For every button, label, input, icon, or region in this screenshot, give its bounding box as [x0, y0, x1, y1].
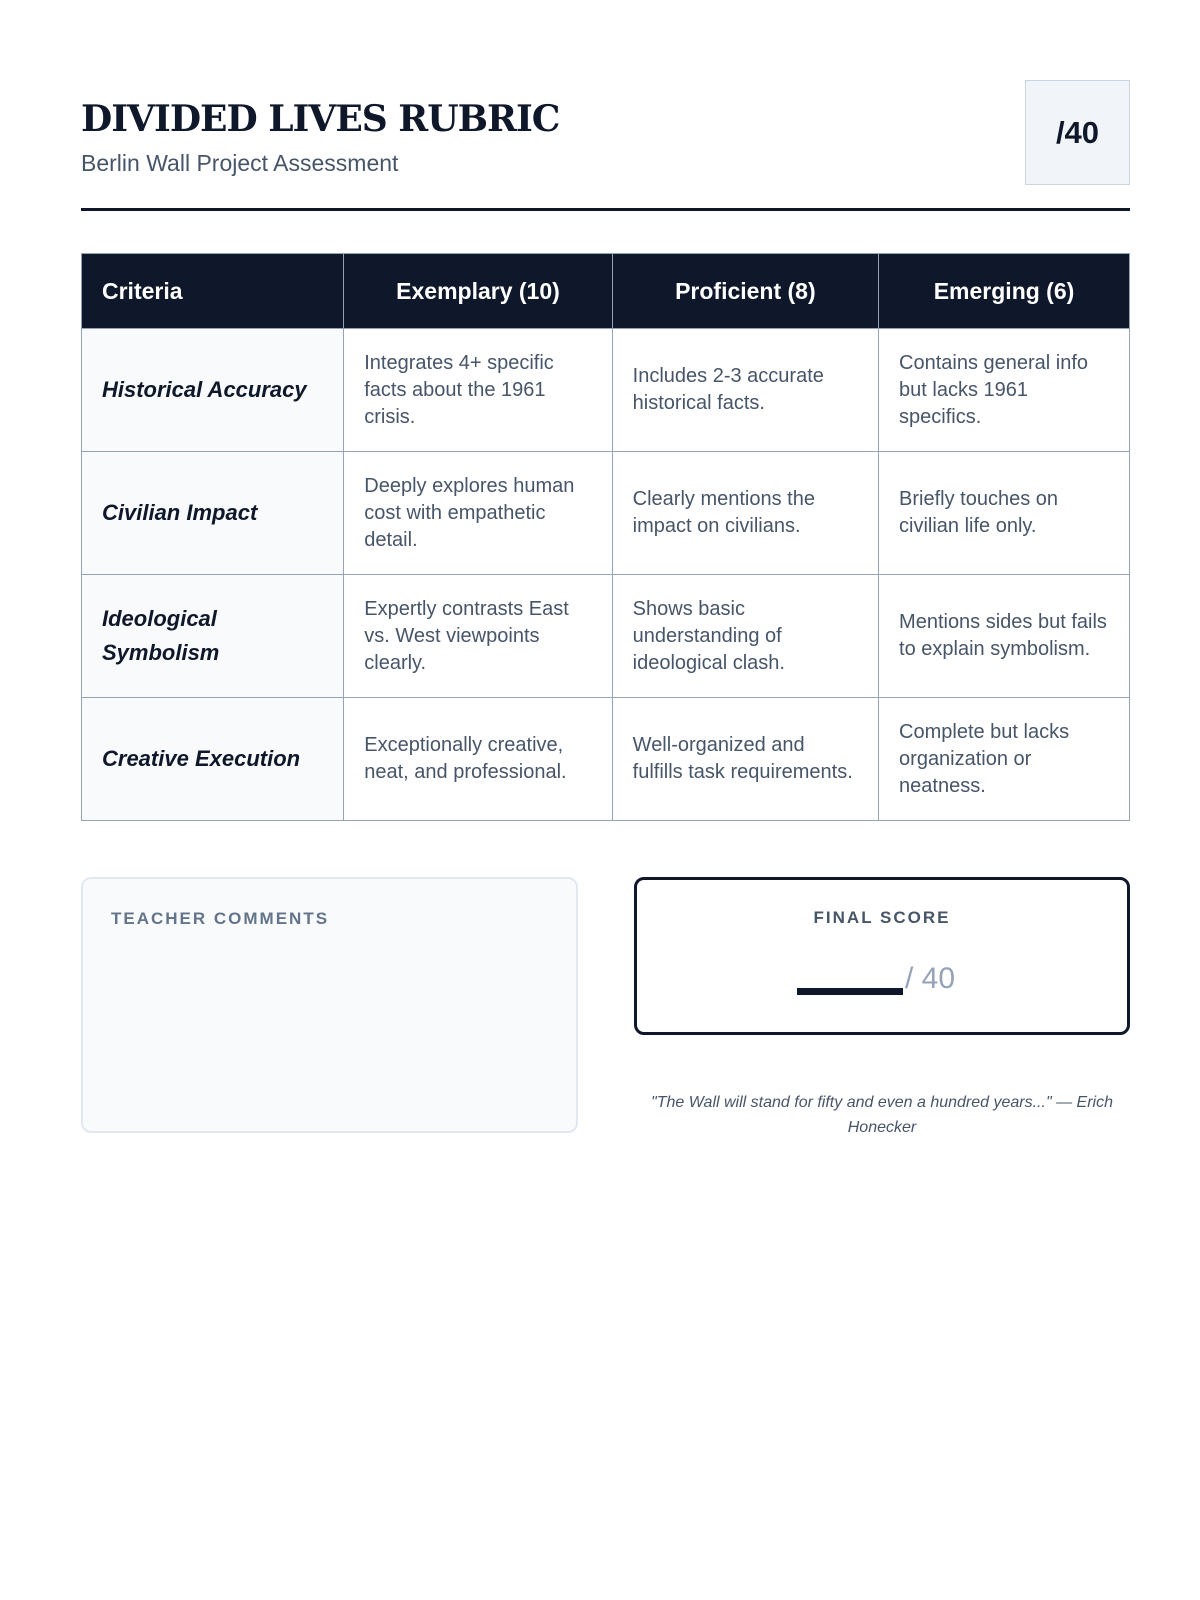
emerging-cell: Briefly touches on civilian life only.	[879, 452, 1130, 575]
page-subtitle: Berlin Wall Project Assessment	[81, 150, 399, 176]
proficient-cell: Clearly mentions the impact on civilians.	[612, 452, 878, 575]
table-row	[82, 452, 1130, 575]
honecker-quote: "The Wall will stand for fifty and even a hundred years..." — Erich Honecker	[651, 1094, 1113, 1136]
table-header-row	[82, 254, 1130, 329]
table-row	[82, 575, 1130, 698]
total-points-box: /40	[1025, 80, 1130, 185]
emerging-cell: Mentions sides but fails to explain symbolism.	[879, 575, 1130, 698]
exemplary-cell: Exceptionally creative, neat, and professional.	[344, 698, 612, 821]
final-score-label: FINAL SCORE	[813, 908, 951, 927]
emerging-cell: Contains general info but lacks 1961 specifics.	[879, 329, 1130, 452]
exemplary-cell: Deeply explores human cost with empathetic detail.	[344, 452, 612, 575]
proficient-cell: Shows basic understanding of ideological clash.	[612, 575, 878, 698]
column-header-proficient: Proficient (8)	[612, 254, 878, 329]
score-blank-line[interactable]	[797, 988, 903, 995]
criterion-cell: Historical Accuracy	[82, 329, 344, 452]
emerging-cell: Complete but lacks organization or neatness.	[879, 698, 1130, 821]
proficient-cell: Well-organized and fulfills task requirements.	[612, 698, 878, 821]
final-score-total: / 40	[905, 962, 956, 995]
table-row	[82, 329, 1130, 452]
rubric-page	[81, 80, 1130, 1136]
page-title: DIVIDED LIVES RUBRIC	[81, 98, 560, 140]
teacher-comments-box[interactable]	[81, 877, 578, 1133]
column-header-emerging: Emerging (6)	[879, 254, 1130, 329]
column-header-exemplary: Exemplary (10)	[344, 254, 612, 329]
table-row	[82, 698, 1130, 821]
exemplary-cell: Expertly contrasts East vs. West viewpoints clearly.	[344, 575, 612, 698]
criterion-cell: Ideological Symbolism	[82, 575, 344, 698]
exemplary-cell: Integrates 4+ specific facts about the 1961 crisis.	[344, 329, 612, 452]
final-score-box	[634, 877, 1130, 1035]
rubric-table	[81, 253, 1130, 821]
proficient-cell: Includes 2-3 accurate historical facts.	[612, 329, 878, 452]
teacher-comments-label: TEACHER COMMENTS	[111, 909, 330, 928]
criterion-cell: Civilian Impact	[82, 452, 344, 575]
header	[81, 80, 1130, 211]
criterion-cell: Creative Execution	[82, 698, 344, 821]
column-header-criteria: Criteria	[82, 254, 344, 329]
